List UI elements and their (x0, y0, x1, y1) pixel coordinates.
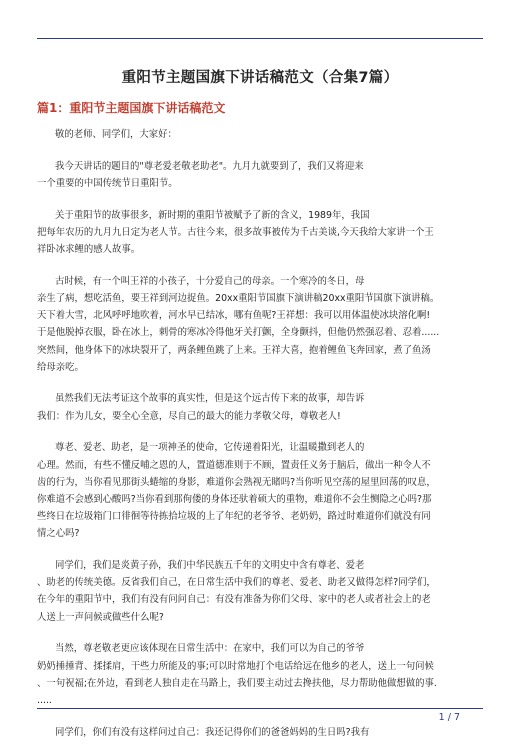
paragraph-line: 当然，尊老敬老更应该体现在日常生活中：在家中，我们可以为自己的爷爷 (55, 643, 365, 655)
paragraph-line: 些终日在垃圾箱门口徘徊等待拣拾垃圾的上了年纪的老爷爷、老奶奶，路过时难道你们就没有同 (37, 511, 431, 523)
paragraph-line: 同学们，你们有没有这样问过自己：我还记得你们的爸爸妈妈的生日吗?我有 (55, 726, 370, 738)
paragraph-line: 我今天讲话的题目的"尊老爱老敬老助老"。九月九就要到了，我们又将迎来 (55, 160, 364, 172)
paragraph-line: 古时候，有一个叫王祥的小孩子，十分爱自己的母亲。一个寒冷的冬日，母 (55, 275, 365, 287)
paragraph-line: 齿的行为，当你看见那街头蜷缩的身影，难道你会熟视无睹吗?当你听见空荡的屋里回荡的叹息， (37, 476, 436, 488)
paragraph-line: 祥卧冰求鲤的感人故事。 (37, 244, 141, 256)
paragraph-line: ..... (37, 694, 52, 706)
paragraph-line: 尊老、爱老、助老，是一项神圣的使命，它传递着阳光，让温暖撒到老人的 (55, 442, 365, 454)
paragraph-line: 突然间，他身体下的冰块裂开了，两条鲤鱼跳了上来。王祥大喜，抱着鲤鱼飞奔回家，煮了鱼汤 (37, 344, 431, 356)
paragraph (37, 273, 483, 376)
paragraph-line: 于是他脱掉衣服，卧在冰上，刺骨的寒冰冷得他牙关打颤，全身颤抖，但他仍然强忍着、忍着...... (37, 327, 440, 339)
paragraph-line: 奶奶捶捶背、揉揉肩，干些力所能及的事;可以时常地打个电话给远在他乡的老人，送上一句问候 (37, 660, 434, 672)
paragraph-line: 心理。然而，有些不懂反哺之恩的人，置道德准则于不顾，置责任义务于脑后，做出一种令人不 (37, 459, 431, 471)
section-heading: 篇1：重阳节主题国旗下讲话稿范文 (37, 101, 226, 115)
paragraph (37, 640, 483, 709)
paragraph-line: 虽然我们无法考证这个故事的真实性，但是这个远古传下来的故事，却告诉 (55, 393, 365, 405)
document-body (37, 126, 483, 755)
paragraph (37, 126, 483, 143)
footer-rule (37, 708, 483, 709)
paragraph-line: 我们：作为儿女，要全心全意，尽自己的最大的能力孝敬父母，尊敬老人! (37, 410, 341, 422)
document-title: 重阳节主题国旗下讲话稿范文（合集7篇） (121, 70, 399, 86)
paragraph (37, 390, 483, 424)
paragraph-line: 人送上一声问候或做些什么呢? (37, 611, 164, 623)
header-rule (37, 38, 483, 39)
paragraph-line: 、一句祝福;在外边，看到老人独自走在马路上，我们要主动过去搀扶他，尽力帮助他做想做的事. (37, 677, 437, 689)
paragraph-line: 给母亲吃。 (37, 361, 84, 373)
paragraph-line: 一个重要的中国传统节日重阳节。 (37, 177, 178, 189)
paragraph-line: 、助老的传统美德。反省我们自己，在日常生活中我们的尊老、爱老、助老又做得怎样?同学们， (37, 577, 436, 589)
paragraph-line: 亲生了病，想吃活鱼，要王祥到河边捉鱼。20xx重阳节国旗下演讲稿20xx重阳节国旗下演讲稿。 (37, 292, 440, 304)
paragraph-line: 敬的老师、同学们，大家好： (55, 129, 177, 140)
paragraph (37, 724, 483, 741)
paragraph-line: 天下着大雪，北风呼呼地吹着，河水早已结冰，哪有鱼呢?王祥想：我可以用体温使冰块溶化啊! (37, 310, 431, 322)
paragraph (37, 557, 483, 626)
paragraph-line: 同学们，我们是炎黄子孙，我们中华民族五千年的文明史中含有尊老、爱老 (55, 560, 365, 572)
paragraph-line: 你难道不会感到心酸吗?当你看到那佝偻的身体还驮着硕大的重物，难道你不会生恻隐之心吗?那 (37, 493, 432, 505)
paragraph (37, 439, 483, 542)
paragraph-line: 情之心吗? (37, 528, 80, 540)
paragraph (37, 207, 483, 259)
page-indicator: 1 / 7 (438, 712, 460, 723)
paragraph (37, 158, 483, 192)
paragraph-line: 把每年农历的九月九日定为老人节。古往今来，很多故事被传为千古美谈,今天我给大家讲一个王 (37, 226, 434, 238)
paragraph-line: 关于重阳节的故事很多，新时期的重阳节被赋予了新的含义，1989年，我国 (55, 209, 370, 221)
paragraph-line: 在今年的重阳节中，我们有没有问问自己：有没有准备为你们父母、家中的老人或者社会上的老 (37, 594, 431, 606)
